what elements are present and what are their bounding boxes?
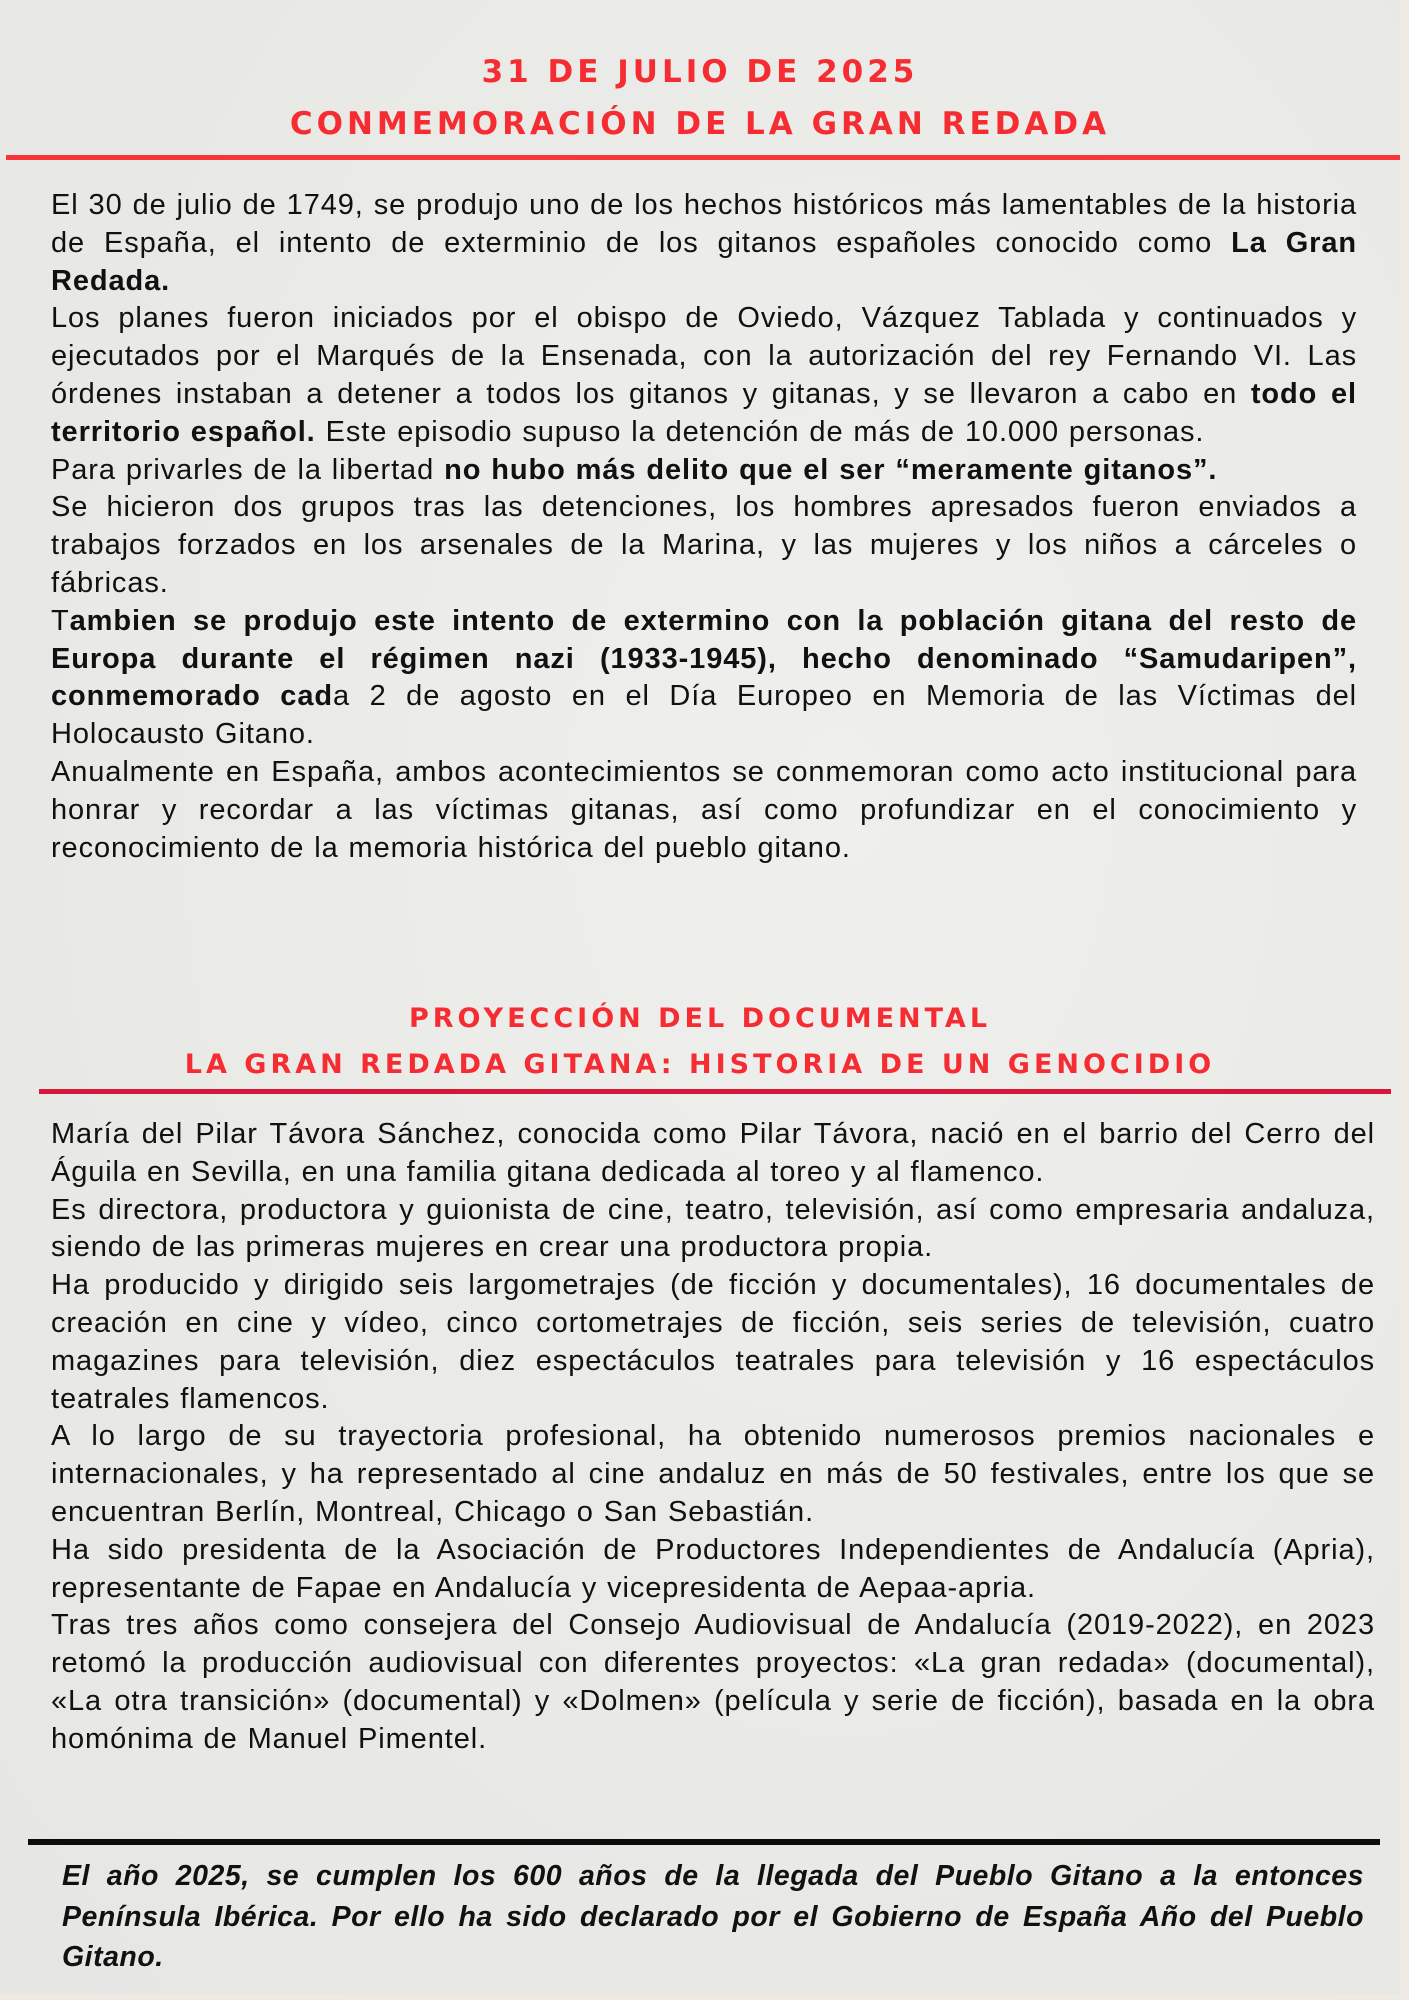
section-heading-documentary-title: LA GRAN REDADA GITANA: HISTORIA DE UN GENOCIDIO [184, 1049, 1216, 1080]
paragraph: Ha producido y dirigido seis largometrajes (de ficción y documentales), 16 documentales de creación en cine y vídeo, cinco cortometrajes de ficción, seis series de televisión, cuatro magazines para televisión, diez espectáculos teatrales para televisión y 16 espectáculos teatrales flamencos. [51, 1269, 1375, 1415]
paragraph: Se hicieron dos grupos tras las detenciones, los hombres apresados fueron enviados a trabajos forzados en los arsenales de la Marina, y las mujeres y los niños a cárceles o fábricas. [51, 491, 1357, 599]
section-divider [39, 1089, 1391, 1094]
bold-emphasis: no hubo más delito que el ser “meramente gitanos”. [444, 453, 1218, 486]
bold-emphasis: todo el territorio español. [51, 377, 1358, 448]
header-date: 31 DE JULIO DE 2025 [481, 54, 919, 90]
paragraph: Los planes fueron iniciados por el obispo de Oviedo, Vázquez Tablada y continuados y ejecutados por el Marqués de la Ensenada, con la autorización del rey Fernando VI. Las órdenes instaban a detener a todos los gitanos y gitanas, y se llevaron a cabo en todo el territorio español. Este episodio supuso la detención de más de 10.000 personas. [51, 302, 1358, 448]
paragraph: Anualmente en España, ambos acontecimientos se conmemoran como acto institucional para honrar y recordar a las víctimas gitanas, así como profundizar en el conocimiento y reconocimiento de la memoria histórica del pueblo gitano. [51, 755, 1357, 864]
closing-statement [62, 1856, 1364, 1978]
section-commemoration-body [51, 187, 1357, 867]
bold-emphasis: La Gran Redada. [51, 226, 1357, 297]
section-documentary-body [51, 1116, 1375, 1759]
paragraph: María del Pilar Távora Sánchez, conocida como Pilar Távora, nació en el barrio del Cerro del Águila en Sevilla, en una familia gitana dedicada al toreo y al flamenco. [51, 1118, 1375, 1188]
section-heading-projection: PROYECCIÓN DEL DOCUMENTAL [408, 1003, 992, 1034]
paragraph: Ha sido presidenta de la Asociación de Productores Independientes de Andalucía (Apria), representante de Fapae en Andalucía y vicepresidenta de Aepaa-apria. [51, 1533, 1375, 1604]
paragraph: A lo largo de su trayectoria profesional, ha obtenido numerosos premios nacionales e internacionales, y ha representado al cine andaluz en más de 50 festivales, entre los que se encuentran Berlín, Montreal, Chicago o San Sebastián. [51, 1420, 1375, 1528]
header-divider [6, 155, 1400, 160]
header-title: CONMEMORACIÓN DE LA GRAN REDADA [289, 106, 1111, 142]
closing-divider [28, 1839, 1380, 1845]
closing-text: El año 2025, se cumplen los 600 años de la llegada del Pueblo Gitano a la entonces Península Ibérica. Por ello ha sido declarado por el Gobierno de España Año del Pueblo Gitano. [62, 1860, 1364, 1973]
paragraph: Tras tres años como consejera del Consejo Audiovisual de Andalucía (2019-2022), en 2023 retomó la producción audiovisual con diferentes proyectos: «La gran redada» (documental), «La otra transición» (documental) y «Dolmen» (película y serie de ficción), basada en la obra homónima de Manuel Pimentel. [51, 1609, 1375, 1755]
paragraph: El 30 de julio de 1749, se produjo uno de los hechos históricos más lamentables de la historia de España, el intento de exterminio de los gitanos españoles conocido como La Gran Redada. [51, 189, 1357, 297]
paragraph: Tambien se produjo este intento de extermino con la población gitana del resto de Europa durante el régimen nazi (1933-1945), hecho denominado “Samudaripen”, conmemorado cada 2 de agosto en el Día Europeo en Memoria de las Víctimas del Holocausto Gitano. [51, 604, 1358, 751]
paragraph: Para privarles de la libertad no hubo más delito que el ser “meramente gitanos”. [51, 453, 1218, 486]
paragraph: Es directora, productora y guionista de cine, teatro, televisión, así como empresaria andaluza, siendo de las primeras mujeres en crear una productora propia. [51, 1193, 1375, 1264]
bold-emphasis: ambien se produjo este intento de extermino con la población gitana del resto de Europa durante el régimen nazi (1933-1945), hecho denominado “Samudaripen”, conmemorado cad [51, 604, 1357, 713]
